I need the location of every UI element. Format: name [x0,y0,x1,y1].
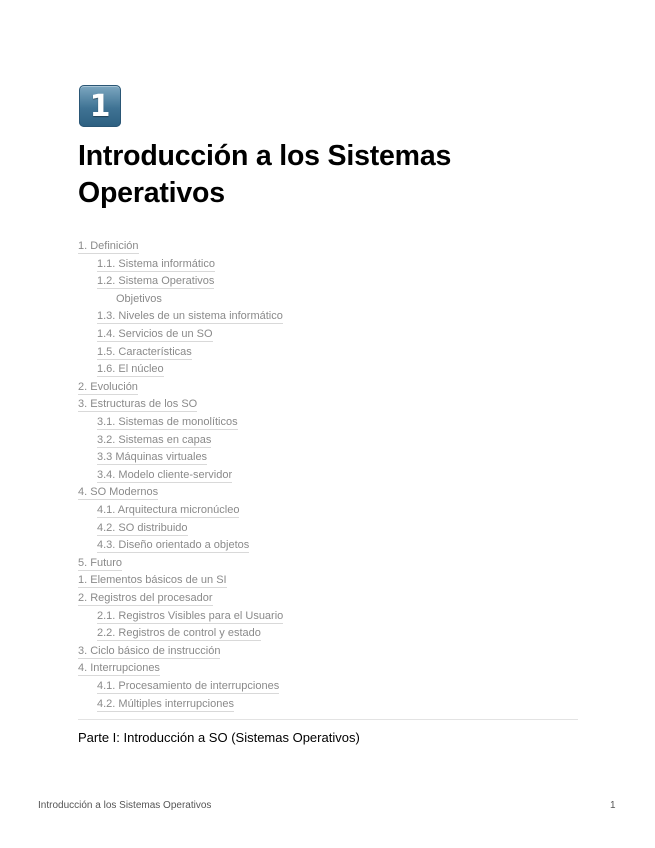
toc-label: 2. Evolución [78,380,138,393]
chapter-number: 1 [89,88,111,124]
toc-label: 2.1. Registros Visibles para el Usuario [97,609,284,622]
toc-link[interactable] [97,257,215,271]
toc-label: 2.2. Registros de control y estado [97,627,261,640]
toc-label: 1.2. Sistema Operativos [97,275,215,288]
toc-link[interactable] [97,468,232,482]
toc-label: 3.2. Sistemas en capas [97,433,212,446]
toc-link[interactable] [97,345,192,359]
toc-label: Objetivos [116,292,162,305]
toc-link[interactable] [97,521,188,535]
toc-label: 3. Ciclo básico de instrucción [78,644,221,657]
footer-page-number: 1 [610,800,616,811]
toc-link[interactable] [78,239,139,253]
toc-label: 4.2. SO distribuido [97,521,188,534]
chapter-number-badge [79,85,121,127]
toc-link[interactable] [97,309,283,323]
toc-link[interactable] [78,556,122,570]
toc-link[interactable] [78,661,160,675]
chapter-title [78,138,578,212]
toc-link[interactable] [97,503,239,517]
toc-link[interactable] [97,327,213,341]
toc-label: 2. Registros del procesador [78,592,213,604]
toc-link[interactable] [97,362,164,376]
toc-label: 4.1. Arquitectura micronúcleo [97,504,240,516]
toc-link[interactable] [78,573,227,587]
part-label: Parte I: Introducción a SO (Sistemas Operativos) [78,730,360,745]
toc-link[interactable] [78,591,213,605]
toc-link[interactable] [78,397,197,411]
toc-item [116,292,162,306]
toc-link[interactable] [97,697,234,711]
toc-label: 3.1. Sistemas de monolíticos [97,416,238,428]
toc-link[interactable] [78,644,220,658]
toc-label: 4. Interrupciones [78,662,160,675]
chapter-title-line1: Introducción a los Sistemas [78,140,452,172]
toc-label: 3. Estructuras de los SO [78,398,198,411]
toc-label: 3.4. Modelo cliente-servidor [97,468,233,481]
toc-label: 1.5. Características [97,345,192,358]
toc-link[interactable] [97,609,283,623]
toc-label: 1.4. Servicios de un SO [97,328,213,340]
toc-link[interactable] [97,450,207,464]
toc-label: 1. Definición [78,240,139,252]
toc-label: 4.3. Diseño orientado a objetos [97,539,250,552]
toc-label: 1.3. Niveles de un sistema informático [97,310,283,323]
toc-label: 4. SO Modernos [78,486,159,499]
toc-link[interactable] [78,380,138,394]
toc-label: 3.3 Máquinas virtuales [97,451,208,464]
toc-link[interactable] [97,433,211,447]
footer-title: Introducción a los Sistemas Operativos [38,800,212,811]
toc-label: 1. Elementos básicos de un SI [78,574,227,587]
toc-label: 4.2. Múltiples interrupciones [97,697,234,710]
toc-link[interactable] [97,679,279,693]
toc-link[interactable] [97,274,214,288]
toc-label: 1.1. Sistema informático [97,257,215,270]
toc-link[interactable] [97,626,261,640]
toc-label: 1.6. El núcleo [97,363,164,376]
toc-link[interactable] [97,415,238,429]
divider [78,719,578,720]
toc-label: 5. Futuro [78,556,123,569]
toc-link[interactable] [97,538,249,552]
chapter-title-line2: Operativos [78,177,225,209]
toc-link[interactable] [78,485,158,499]
toc-label: 4.1. Procesamiento de interrupciones [97,680,280,692]
